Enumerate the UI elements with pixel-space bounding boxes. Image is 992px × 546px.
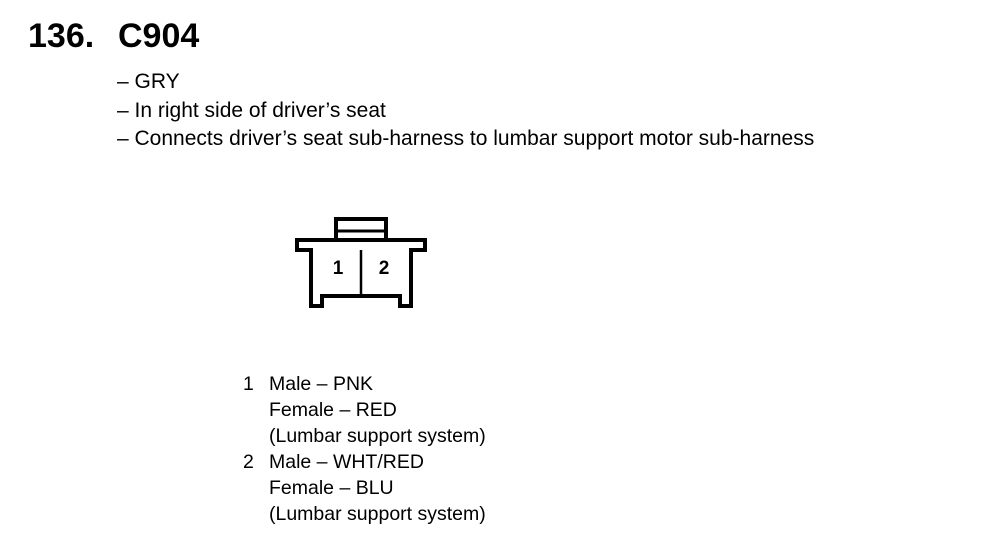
pin-male-color: Male – PNK — [269, 373, 374, 395]
pin-entry — [243, 449, 486, 527]
connector-description — [117, 68, 814, 154]
connector-number: 136. — [28, 17, 95, 55]
pin-female-color: Female – RED — [269, 399, 397, 421]
pin-system: (Lumbar support system) — [269, 503, 486, 525]
connector-pin-label-1: 1 — [332, 258, 344, 279]
connector-pin-label-2: 2 — [378, 258, 390, 279]
connector-face-diagram — [294, 216, 428, 310]
pin-entry — [243, 371, 486, 449]
pin-male-color: Male – WHT/RED — [269, 451, 424, 473]
pin-list — [243, 371, 486, 527]
pin-number: 2 — [243, 451, 254, 473]
description-location: – In right side of driver’s seat — [117, 98, 386, 122]
connector-heading — [28, 16, 199, 56]
description-color: – GRY — [117, 70, 180, 93]
pin-number: 1 — [243, 373, 254, 395]
pin-system: (Lumbar support system) — [269, 425, 486, 447]
pin-female-color: Female – BLU — [269, 477, 394, 499]
connector-id: C904 — [118, 17, 200, 55]
description-connects: – Connects driver’s seat sub-harness to lumbar support motor sub-harness — [117, 127, 815, 150]
